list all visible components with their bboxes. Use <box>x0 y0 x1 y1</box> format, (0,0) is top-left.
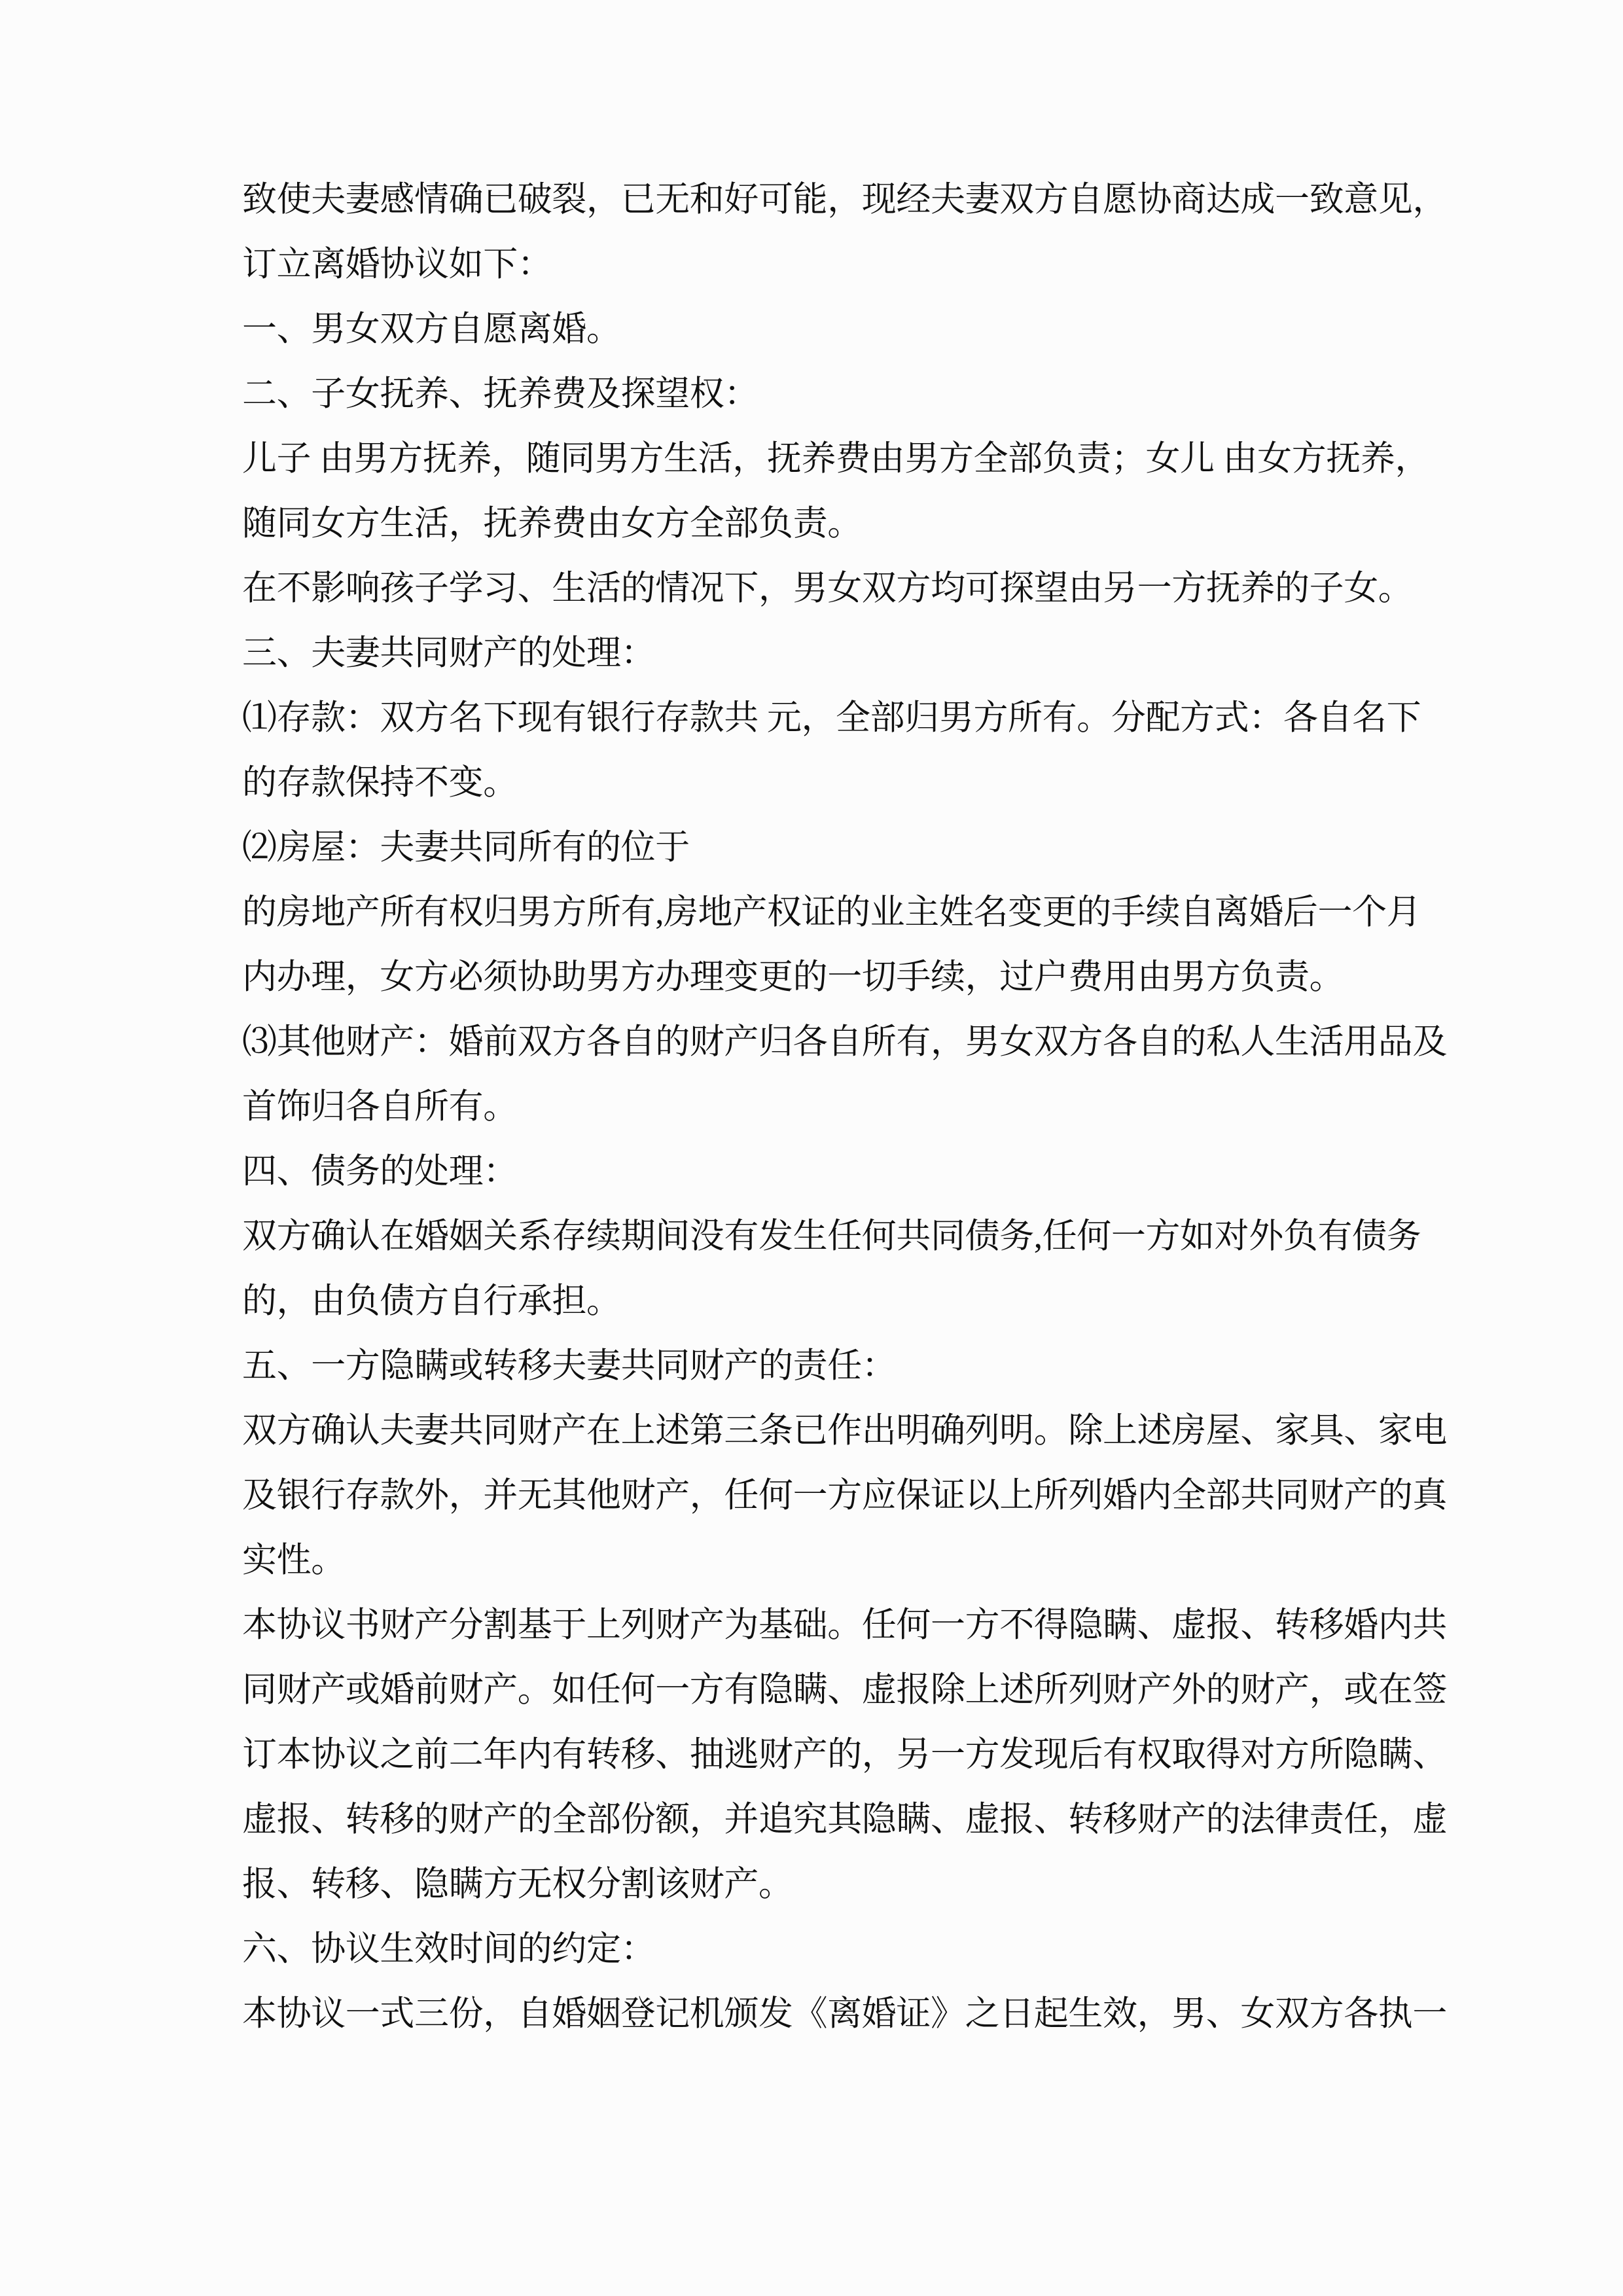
document-line: 及银行存款外，并无其他财产，任何一方应保证以上所列婚内全部共同财产的真 <box>242 1477 1447 1515</box>
document-line: 虚报、转移的财产的全部份额，并追究其隐瞒、虚报、转移财产的法律责任，虚 <box>242 1801 1447 1839</box>
document-line: 同财产或婚前财产。如任何一方有隐瞒、虚报除上述所列财产外的财产，或在签 <box>242 1671 1447 1709</box>
document-line: 内办理，女方必须协助男方办理变更的一切手续，过户费用由男方负责。 <box>242 958 1344 996</box>
document-line: 六、协议生效时间的约定： <box>242 1930 656 1968</box>
document-line: 四、债务的处理： <box>242 1153 518 1191</box>
document-line: 致使夫妻感情确已破裂，已无和好可能，现经夫妻双方自愿协商达成一致意见， <box>242 181 1447 219</box>
document-line: 首饰归各自所有。 <box>242 1088 518 1126</box>
document-line: 的，由负债方自行承担。 <box>242 1282 621 1320</box>
document-line: 儿子 由男方抚养，随同男方生活，抚养费由男方全部负责；女儿 由女方抚养， <box>242 440 1430 478</box>
document-line: 随同女方生活，抚养费由女方全部负责。 <box>242 505 862 543</box>
document-line: 五、一方隐瞒或转移夫妻共同财产的责任： <box>242 1347 897 1385</box>
document-line: 双方确认夫妻共同财产在上述第三条已作出明确列明。除上述房屋、家具、家电 <box>242 1412 1447 1450</box>
document-line: 订本协议之前二年内有转移、抽逃财产的，另一方发现后有权取得对方所隐瞒、 <box>242 1736 1447 1774</box>
document-line: 在不影响孩子学习、生活的情况下，男女双方均可探望由另一方抚养的子女。 <box>242 569 1413 607</box>
document-line: 三、夫妻共同财产的处理： <box>242 634 656 672</box>
document-line: 双方确认在婚姻关系存续期间没有发生任何共同债务,任何一方如对外负有债务 <box>242 1217 1421 1255</box>
document-line: ⑴存款：双方名下现有银行存款共 元，全部归男方所有。分配方式：各自名下 <box>242 699 1421 737</box>
document-line: 实性。 <box>242 1541 346 1579</box>
document-line: ⑵房屋：夫妻共同所有的位于 <box>242 829 690 867</box>
document-line: 一、男女双方自愿离婚。 <box>242 310 621 348</box>
document-line: 报、转移、隐瞒方无权分割该财产。 <box>242 1865 793 1903</box>
document-line: ⑶其他财产：婚前双方各自的财产归各自所有，男女双方各自的私人生活用品及 <box>242 1023 1447 1061</box>
document-line: 的房地产所有权归男方所有,房地产权证的业主姓名变更的手续自离婚后一个月 <box>242 893 1421 931</box>
document-line: 本协议一式三份，自婚姻登记机颁发《离婚证》之日起生效，男、女双方各执一 <box>242 1995 1447 2033</box>
document-line: 本协议书财产分割基于上列财产为基础。任何一方不得隐瞒、虚报、转移婚内共 <box>242 1606 1447 1644</box>
document-line: 二、子女抚养、抚养费及探望权： <box>242 375 758 413</box>
document-line: 的存款保持不变。 <box>242 764 518 802</box>
document-line: 订立离婚协议如下： <box>242 245 552 283</box>
